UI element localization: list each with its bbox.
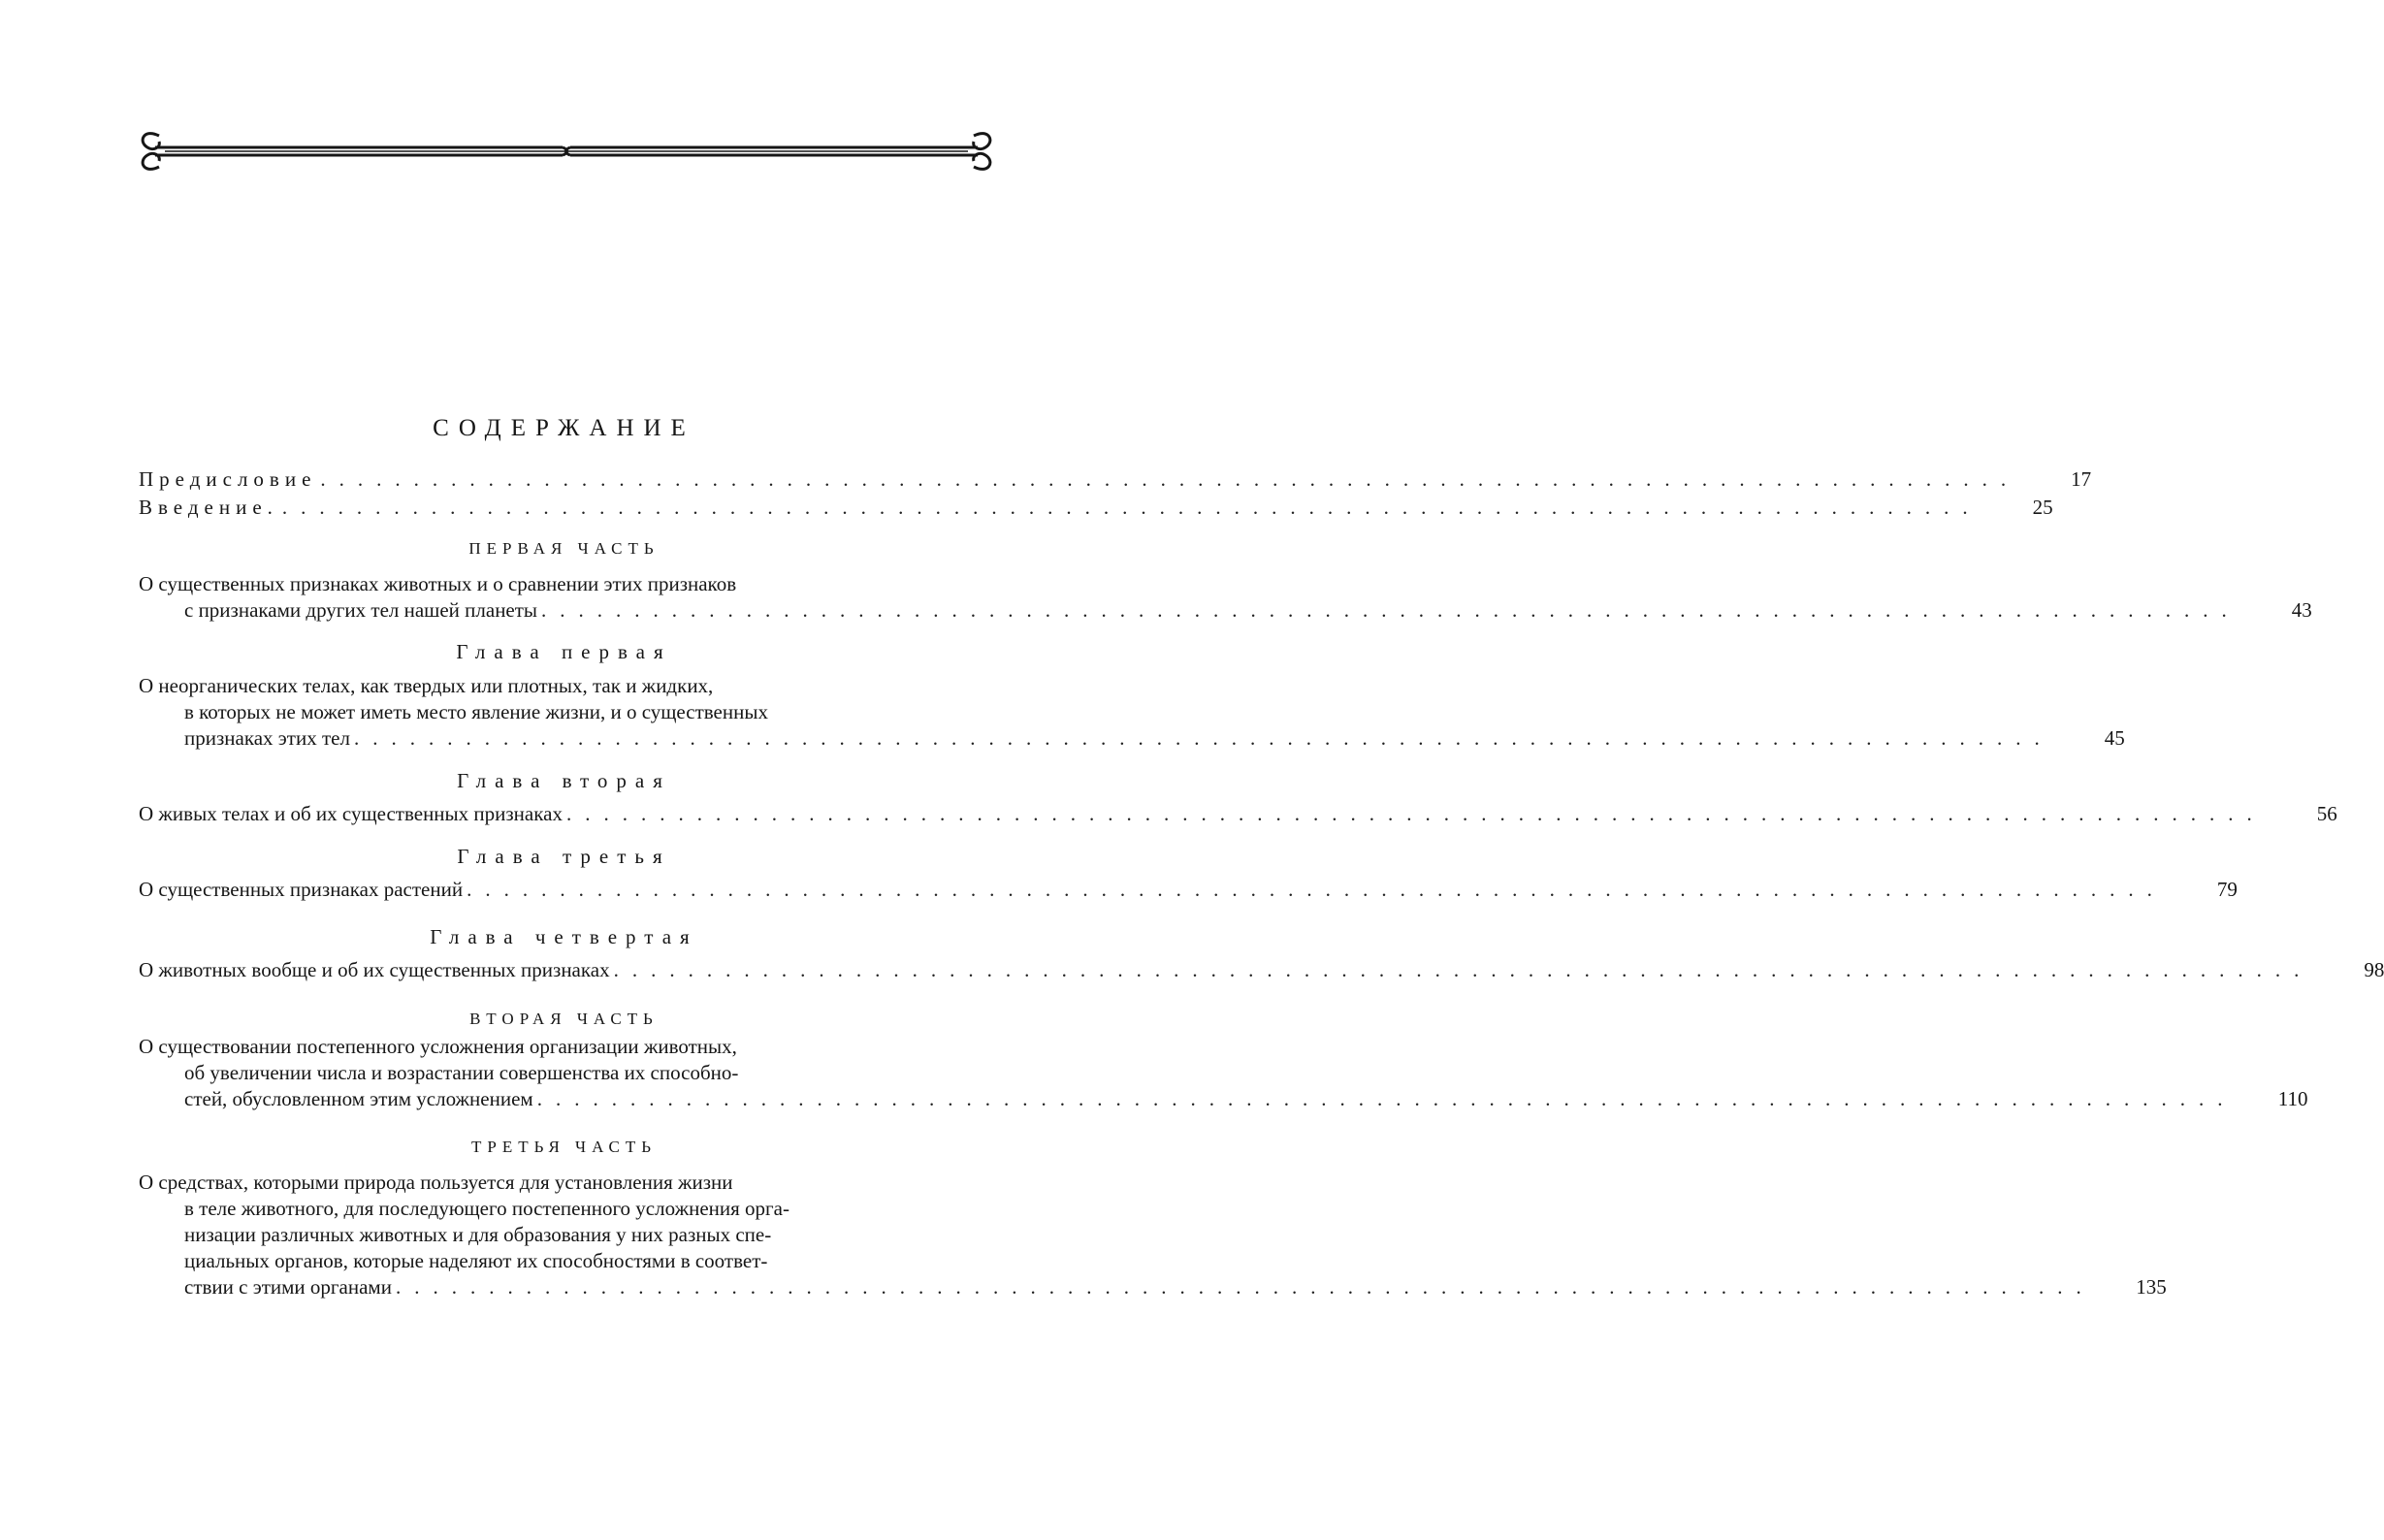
chapter-heading: Глава вторая	[457, 769, 671, 792]
decorative-border-ornament	[136, 124, 997, 178]
toc-entry-label: Предисловие	[139, 467, 317, 491]
chapter-heading: Глава третья	[457, 845, 671, 868]
toc-page-number: 110	[2277, 1087, 2308, 1110]
chapter-heading: Глава первая	[456, 640, 672, 663]
toc-entry-chapter-4[interactable]	[139, 957, 2384, 983]
toc-page-number: 98	[2364, 958, 2384, 981]
toc-entry-label: О средствах, которыми природа пользуется для установления жизни	[139, 1171, 733, 1194]
toc-entry-chapter-1[interactable]	[139, 673, 2125, 752]
dot-leader: ...........................................................................................	[541, 598, 2240, 622]
toc-entry-label: О неорганических телах, как твердых или плотных, так и жидких,	[139, 674, 714, 697]
chapter-heading: Глава четвертая	[430, 925, 698, 948]
toc-entry-label: О животных вообще и об их существенных признаках	[139, 958, 610, 981]
dot-leader: ...........................................................................................	[565, 802, 2266, 825]
toc-page-number: 25	[2032, 496, 2053, 519]
dot-leader: ...........................................................................................	[536, 1087, 2237, 1110]
toc-entry-label: О существенных признаках животных и о сравнении этих признаков	[139, 572, 737, 595]
dot-leader: ...........................................................................................	[395, 1275, 2095, 1299]
toc-entry-label: с признаками других тел нашей планеты	[184, 598, 538, 622]
toc-entry-label: циальных органов, которые наделяют их способностями в соответ-	[184, 1249, 768, 1272]
toc-entry-part2[interactable]	[139, 1034, 2308, 1112]
dot-leader: ...........................................................................................	[467, 878, 2166, 901]
toc-entry-label: О живых телах и об их существенных признаках	[139, 802, 563, 825]
toc-entry-label: в которых не может иметь место явление жизни, и о существенных	[184, 700, 768, 723]
toc-entry-label: ствии с этими органами	[184, 1275, 392, 1299]
toc-entry-label: стей, обусловленном этим усложнением	[184, 1087, 533, 1110]
part-heading: ТРЕТЬЯ ЧАСТЬ	[470, 1138, 658, 1156]
toc-entry-chapter-3[interactable]	[139, 877, 2238, 903]
dot-leader: ...........................................................................................	[281, 496, 1981, 519]
toc-entry-chapter-2[interactable]	[139, 801, 2337, 827]
toc-page-number: 135	[2136, 1275, 2167, 1299]
dot-leader: ...........................................................................................	[320, 467, 2020, 491]
toc-page-number: 17	[2071, 467, 2092, 491]
toc-entry-part3[interactable]	[139, 1170, 2167, 1300]
page-title: СОДЕРЖАНИЕ	[433, 415, 695, 441]
toc-page-number: 79	[2216, 878, 2238, 901]
dot-leader: ...........................................................................................	[353, 726, 2053, 750]
toc-entry-introduction[interactable]	[139, 495, 2053, 521]
toc-entry-label: об увеличении числа и возрастании совершенства их способно-	[184, 1061, 739, 1084]
toc-entry-preface[interactable]	[139, 466, 2092, 493]
toc-entry-label: Введение.	[139, 496, 278, 519]
toc-page-number: 56	[2316, 802, 2337, 825]
toc-page-number: 43	[2291, 598, 2312, 622]
part-heading: ВТОРАЯ ЧАСТЬ	[469, 1010, 659, 1028]
dot-leader: ...........................................................................................	[613, 958, 2313, 981]
part-heading: ПЕРВАЯ ЧАСТЬ	[468, 539, 660, 558]
toc-entry-label: О существенных признаках растений	[139, 878, 464, 901]
toc-entry-part1[interactable]	[139, 571, 2312, 624]
toc-page-number: 45	[2104, 726, 2125, 750]
toc-entry-label: признаках этих тел	[184, 726, 350, 750]
toc-entry-label: низации различных животных и для образования у них разных спе-	[184, 1223, 772, 1246]
toc-entry-label: в теле животного, для последующего постепенного усложнения орга-	[184, 1197, 789, 1220]
toc-entry-label: О существовании постепенного усложнения организации животных,	[139, 1035, 737, 1058]
